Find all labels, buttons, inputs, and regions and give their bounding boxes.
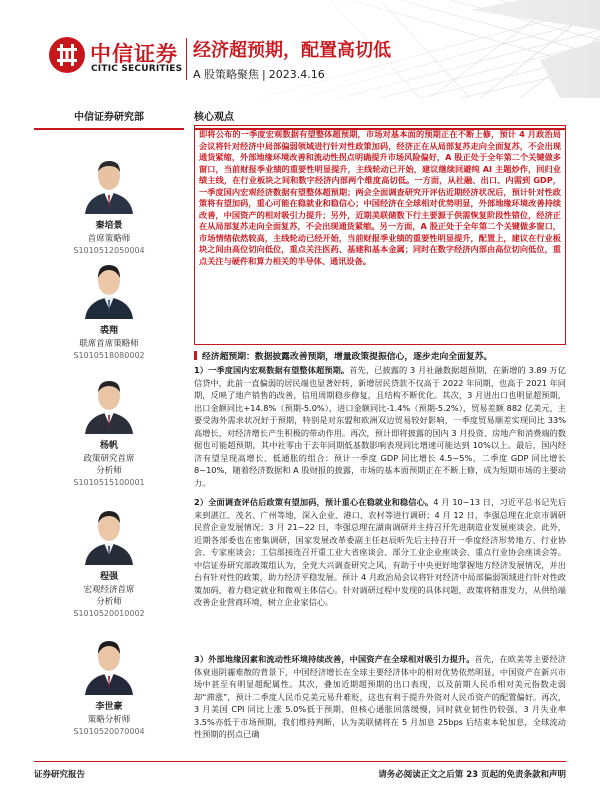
analyst-card <box>34 372 184 489</box>
analyst-photo <box>81 633 137 695</box>
analyst-photo <box>81 503 137 565</box>
analyst-name: 秦培景 <box>95 221 123 231</box>
research-dept-heading: 中信证券研究部 <box>34 108 184 130</box>
analyst-license-code: S1010512050004 <box>73 246 145 255</box>
analyst-card <box>34 503 184 620</box>
paragraph-2-body: 4 月 10~13 日，习近平总书记先后来到湛江、茂名、广州等地，深入企业、港口、农村等进行调研；4 月 12 日，李强总理在北京市调研民营企业发展情况；3 月 21~22 日，李强总理在湖南调研并主持召开先进制造业发展座谈会。此外，近期各部委也在密集调研，国家发展改革委副主任赵辰昕先后主持召开一季度经济形势地方、行业协会、专家座谈会；工信部接连召开重工业大省座谈会、部分工业企业座谈会、重点行业协会座谈会等。中信证券研究部政策组认为，全党大兴调查研究之风，有助于中央更好地掌握地方经济发展情况，并出台有针对性的政策，助力经济平稳发展。预计 4 月政治局会议将针对经济中局部偏弱领域进行针对性政策加码，着力稳定就业和微观主体信心。针对调研过程中发现的具体问题，政策将精准发力，从供给端改善企业营商环境，树立企业家信心。 <box>194 497 566 607</box>
subtitle-separator: | <box>262 68 266 81</box>
header-divider <box>186 38 187 80</box>
analyst-license-code: S1010520010002 <box>73 609 145 618</box>
analyst-role: 首席策略师 <box>87 234 131 244</box>
report-subtitle <box>193 66 325 82</box>
footer-report-label: 证券研究报告 <box>34 770 86 780</box>
brand-name-cn: 中信证券 <box>90 42 178 66</box>
analyst-card <box>34 633 184 738</box>
analyst-photo <box>81 372 137 434</box>
paragraph-3-body: 首先，在欧美等主要经济体衰退阴霾难散的背景下，中国经济增长在全球主要经济体中的相对优势依然明显，中国资产在新兴市场中甚至有明显超配属性。其次，叠加近期超预期的出口表现，以及前期人民币相对美元指数走弱却“滞涨”，预计二季度人民币兑美元易升难贬，这也有利于提升外资对人民币资产的配置偏好。再次，3 月美国 CPI 同比上涨 5.0%低于预期，但核心通胀回落缓慢，同时就业韧性仍较强，3 月失业率 3.5%亦低于市场预期，我们维持判断，认为美联储将在 5 月加息 25bps 后结束本轮加息，全球流动性预期的拐点已确 <box>194 654 566 739</box>
paragraph-3 <box>194 653 566 755</box>
report-title: 经济超预期，配置高切低 <box>193 40 391 61</box>
analyst-card <box>34 152 184 257</box>
analyst-photo <box>81 152 137 214</box>
analyst-role-line2: 分析师 <box>96 597 122 607</box>
report-date: 2023.4.16 <box>268 68 325 81</box>
paragraph-2 <box>194 496 566 647</box>
analyst-name: 程强 <box>99 572 118 582</box>
citic-logo-icon <box>48 36 86 74</box>
analyst-role-line2: 分析师 <box>96 466 122 476</box>
analyst-license-code: S1010518080002 <box>73 351 145 360</box>
analyst-license-code: S1010515100001 <box>73 478 145 487</box>
paragraph-3-title: 3）外部地缘因素和流动性环境持续改善，中国资产在全球相对吸引力提升。 <box>194 654 475 664</box>
analyst-name: 李世豪 <box>95 702 123 712</box>
analyst-role: 策略分析师 <box>87 715 131 725</box>
paragraph-2-title: 2）全面调查评估后政策有望加码，预计重心在稳就业和稳信心。 <box>194 497 434 507</box>
footer-rule <box>34 761 566 762</box>
footer-disclaimer: 请务必阅读正文之后第 23 页起的免责条款和声明 <box>378 770 566 780</box>
analyst-role: 宏观经济首席 <box>83 585 135 595</box>
analyst-card <box>34 257 184 362</box>
section-bullet-bar <box>194 351 197 360</box>
report-series: A 股策略聚焦 <box>193 68 260 81</box>
brand-name-en: CITIC SECURITIES <box>91 64 183 74</box>
section-heading-text: 经济超预期：数据披露改善预期，增量政策提振信心，逐步走向全面复苏。 <box>202 352 493 362</box>
analyst-role: 联席首席策略师 <box>79 339 139 349</box>
paragraph-1-title: 1）一季度国内宏观数据有望整体超预期。 <box>194 365 350 375</box>
analyst-name: 裘翔 <box>99 326 118 336</box>
section-heading <box>194 349 566 362</box>
report-header <box>0 0 600 98</box>
analyst-name: 杨帆 <box>99 441 118 451</box>
analyst-license-code: S1010520070004 <box>73 727 145 736</box>
analyst-role: 政策研究首席 <box>83 454 135 464</box>
paragraph-1-body: 首先，已披露的 3 月社融数据超预期，在新增的 3.89 万亿信贷中，此前一直偏弱的居民端也显著好转，新增居民贷款不仅高于 2022 年同期，也高于 2021 年同期，反映了地产销售的改善，信用周期稳步修复，且结构不断优化。其次，3 月进出口也明显超预期，出口金额同比+14.8%（预期-5.0%），进口金额同比-1.4%（预期-5.2%），贸易差额 882 亿美元，主要受海外需求状况好于预期，特别是对东盟和欧洲双边贸易较好影响，一季度贸易顺差实现同比 33%高增长，对经济增长产生积极的带动作用。再次，预计即将披露的国内 3 月投资、房地产和消费端的数据也可能超预期，其中社零由于去年同期低基数影响表现同比增速可能达到 10%以上。最后，国内经济有望呈现高增长、低通胀的组合：预计一季度 GDP 同比增长 4.5~5%，二季度 GDP 同比增长 8~10%，随着经济数据和 A 股财报的披露，市场的基本面预期正在不断上修，成为短期市场的主要动力。 <box>194 365 566 488</box>
core-view-summary: 即将公布的一季度宏观数据有望整体超预期，市场对基本面的预期正在不断上修，预计 4 月政治局会议将针对经济中局部偏弱领域进行针对性政策加码，经济正在从局部复苏走向全面复苏，不会出现通货紧缩，外部地缘环境改善和流动性拐点明确提升市场风险偏好，A 股正处于全年第二个关键做多窗口，当前财报季业绩的重要性明显提升，主线轮动已开始，建议继续回避纯 AI 主题炒作，回归业绩主线，在行业板块之间和数字经济内部两个维度高切低。一方面，从社融、出口、内需到 GDP，一季度国内宏观经济数据有望整体超预期；两会全面调查研究开评估近期经济状况后，预计针对性政策将有望加码，重心可能在稳就业和稳信心；中国经济在全球相对优势明显，外部地缘环境改善持续改善，中国资产的相对吸引力提升；另外，近期美联储数下行主要源于供需恢复阶段性错位，经济正在从局部复苏走向全面复苏，不会出现通货紧缩。另一方面，A 股正处于全年第二个关键做多窗口，市场情绪依然较高，主线轮动已经开始，当前财报季业绩的重要性明显提升，配置上，建议在行业板块之间由高位切向低位，重点关注医药、基建和基本金属；同时在数字经济内部由高位切向低位，重点关注与硬件和算力相关的半导体、通讯设备。 <box>194 125 566 345</box>
core-view-heading: 核心观点 <box>194 108 566 130</box>
analyst-photo <box>81 257 137 319</box>
paragraph-1 <box>194 364 566 489</box>
